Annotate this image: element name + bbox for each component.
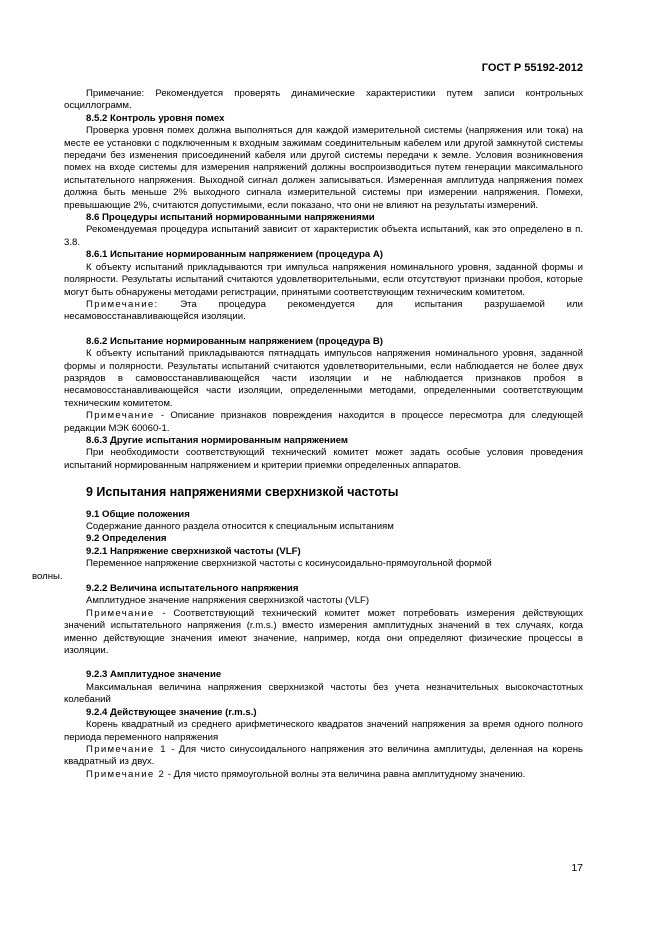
spacer <box>64 324 583 336</box>
body-paragraph: Проверка уровня помех должна выполняться для каждой измерительной системы (напряжения или тока) на месте ее установки с подключенным к входным зажимам соединительным кабелем или другой замкнутой системы передачи без изменения присоединений кабеля или другой системы передачи к земле. Условия возникновения помех на входе системы для измерения напряжений должны воспроизводиться путем генерации максимального испытательного напряжения. Выходной сигнал должен записываться. Измеренная амплитуда напряжения помех должна быть меньше 2% выходного сигнала измерительной системы при измерении напряжения. Помехи, превышающие 2%, считаются допустимыми, если показано, что они не влияют на результаты измерений. <box>64 125 583 211</box>
section-heading: 8.5.2 Контроль уровня помех <box>86 112 225 124</box>
section-heading: 9.2.3 Амплитудное значение <box>86 669 222 681</box>
body-paragraph: Рекомендуемая процедура испытаний зависит от характеристик объекта испытаний, как это определено в п. 3.8. <box>64 224 583 248</box>
body-paragraph: Корень квадратный из среднего арифметического квадратов значений напряжения за время одного полного периода переменного напряжения <box>64 719 583 743</box>
body-paragraph: Переменное напряжение сверхнизкой частоты с косинусоидально-прямоугольной формой <box>86 558 492 570</box>
document-header: ГОСТ Р 55192-2012 <box>481 62 583 74</box>
note-text: - Описание признаков повреждения находится в процессе пересмотра для следующей редакции МЭК 60060-1. <box>64 410 583 434</box>
body-paragraph: К объекту испытаний прикладываются пятнадцать импульсов напряжения номинального уровня, заданной формы и полярности. Результаты испытаний считаются удовлетворительными, если наблюдается не более двух разрядов в самовосстанавливающейся части изоляции и не наблюдается признаков пробоя в несамовосстанавливающейся части изоляции, определенными методами, определенными соответствующим техническим комитетом. <box>64 348 583 409</box>
note-label: Примечание: <box>86 298 159 310</box>
section-heading: 9.2 Определения <box>86 533 167 545</box>
spacer <box>64 657 583 669</box>
page-content <box>32 88 583 781</box>
note-label: Примечание 2 <box>86 768 166 780</box>
page-number: 17 <box>571 862 583 874</box>
section-heading: 9.1 Общие положения <box>86 508 190 520</box>
note-text: - Для чисто синусоидального напряжения это величина амплитуды, деленная на корень квадратный из двух. <box>64 743 583 768</box>
body-paragraph: Амплитудное значение напряжения сверхнизкой частоты (VLF) <box>86 595 370 607</box>
note-paragraph <box>64 608 583 658</box>
body-paragraph: волны. <box>32 570 63 582</box>
body-paragraph: Содержание данного раздела относится к специальным испытаниям <box>86 521 394 532</box>
note-paragraph: Примечание: Рекомендуется проверять динамические характеристики путем записи контрольных осциллограмм. <box>64 88 583 112</box>
section-heading: 8.6 Процедуры испытаний нормированными напряжениями <box>86 212 375 224</box>
section-heading: 9.2.4 Действующее значение (r.m.s.) <box>86 706 257 718</box>
body-paragraph: Максимальная величина напряжения сверхнизкой частоты без учета незначительных высокочастотных колебаний <box>64 681 583 706</box>
note-label: Примечание <box>86 607 155 619</box>
body-paragraph: При необходимости соответствующий технический комитет может задать особые условия проведения испытаний нормированным напряжением и критерии приемки определенных аппаратов. <box>64 447 583 471</box>
section-heading: 9.2.1 Напряжение сверхнизкой частоты (VLF) <box>86 545 301 557</box>
body-paragraph: К объекту испытаний прикладываются три импульса напряжения номинального уровня, заданной формы и полярности. Результаты испытаний считаются удовлетворительными, если отсутствуют признаки пробоя, которые могут быть обнаружены методами регистрации, принятыми соответствующим техническим комитетом. <box>64 261 583 298</box>
note-paragraph <box>64 744 583 769</box>
section-heading: 8.6.1 Испытание нормированным напряжением (процедура А) <box>86 249 383 261</box>
section-heading: 9.2.2 Величина испытательного напряжения <box>86 583 299 595</box>
note-label: Примечание <box>86 410 155 422</box>
section-heading: 8.6.2 Испытание нормированным напряжением (процедура В) <box>86 335 383 347</box>
note-text: Эта процедура рекомендуется для испытания разрушаемой или несамовосстанавливающейся изоляции. <box>64 298 583 323</box>
note-label: Примечание 1 <box>86 743 167 755</box>
note-text: - Соответствующий технический комитет может потребовать измерения действующих значений испытательного напряжения (r.m.s.) вместо измерения амплитудных значений в тех случаях, когда именно действующие значения имеют значение, например, когда они определяют физические процессы в изоляции. <box>64 607 583 657</box>
note-text: - Для чисто прямоугольной волны эта величина равна амплитудному значению. <box>165 768 526 780</box>
section-heading: 8.6.3 Другие испытания нормированным напряжением <box>86 434 349 446</box>
note-paragraph <box>64 410 583 435</box>
chapter-heading: 9 Испытания напряжениями сверхнизкой частоты <box>86 485 399 500</box>
note-paragraph <box>64 769 583 781</box>
note-paragraph <box>64 299 583 324</box>
